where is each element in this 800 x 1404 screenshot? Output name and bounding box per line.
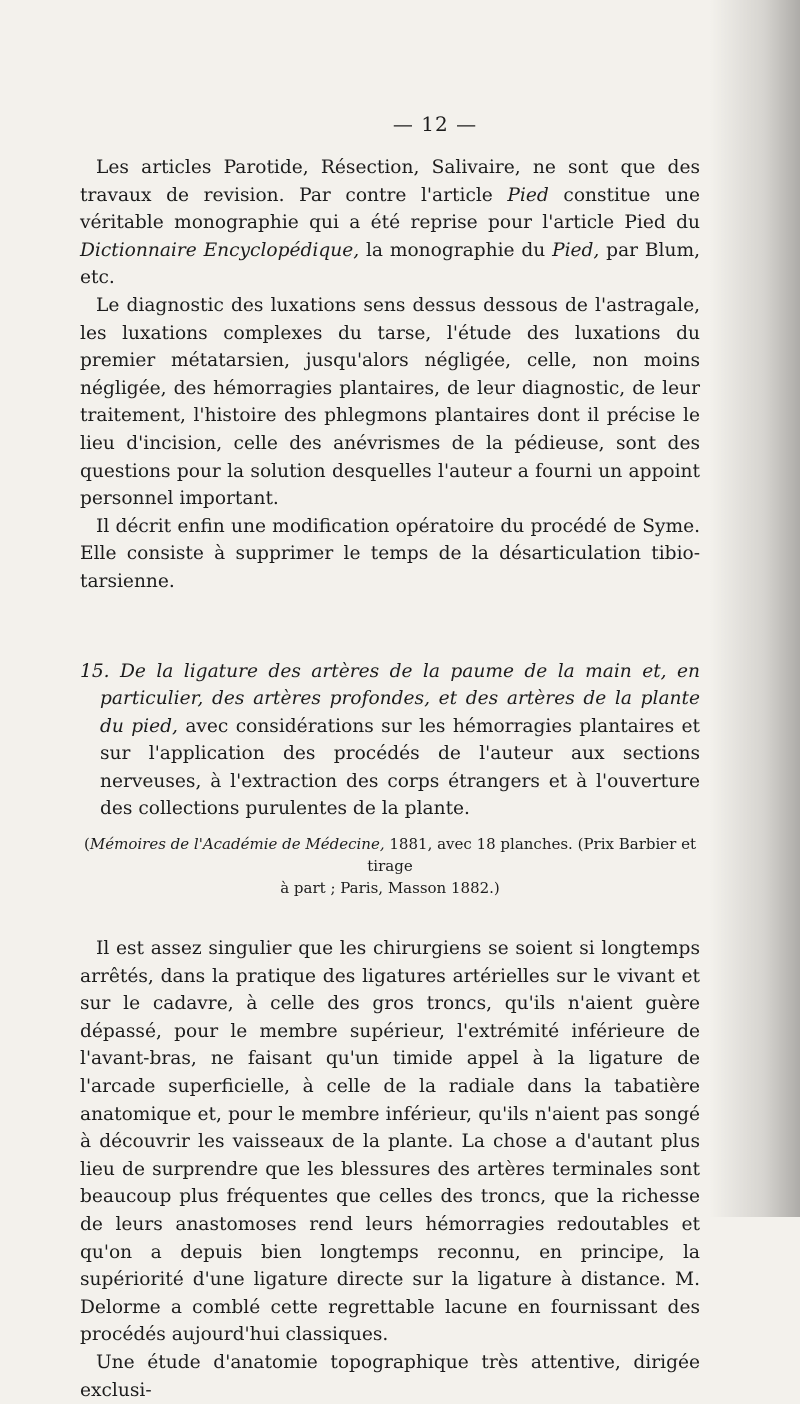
paragraph-anatomie: Une étude d'anatomie topographique très attentive, dirigée exclusi- bbox=[80, 1351, 700, 1401]
page-edge-shadow bbox=[710, 0, 800, 1217]
page-number: — 12 — bbox=[392, 112, 478, 136]
ref-publisher: à part ; Paris, Masson 1882.) bbox=[280, 879, 500, 898]
entry-description: avec considérations sur les hémorragies plantaires et sur l'application des procédés de l'auteur aux sections nerveuses, à l'extraction des corps étrangers et à l'ouverture des collections purulentes de la plante. bbox=[100, 715, 700, 820]
paragraph-ligatures: Il est assez singulier que les chirurgiens se soient si longtemps arrêtés, dans la pratique des ligatures artérielles sur le vivant et sur le cadavre, à celle des gros troncs, qu'ils n'aient guère dépassé, pour le membre supérieur, l'extrémité inférieure de l'avant-bras, ne faisant qu'un timide appel à la ligature de l'arcade superficielle, à celle de la radiale dans la tabatière anatomique et, pour le membre inférieur, qu'ils n'aient pas songé à découvrir les vaisseaux de la plante. La chose a d'autant plus lieu de surprendre que les blessures des artères terminales sont beaucoup plus fréquentes que celles des troncs, que la richesse de leurs anastomoses rend leurs hémorragies redoutables et qu'on a depuis bien longtemps reconnu, en principe, la supériorité d'une ligature directe sur la ligature à distance. M. Delorme a comblé cette regrettable lacune en fournissant des procédés aujourd'hui classiques. bbox=[80, 938, 700, 1346]
italic-run: Dictionnaire Encyclopédique, bbox=[80, 239, 360, 261]
spacer bbox=[80, 596, 700, 658]
text-run: Les articles Parotide, Résection, Salivaire, ne sont que des travaux de revision. Par contre l'article bbox=[80, 157, 700, 206]
italic-run: Pied bbox=[507, 184, 549, 206]
ref-journal: Mémoires de l'Académie de Médecine, bbox=[89, 835, 385, 854]
paragraph-syme: Il décrit enfin une modification opératoire du procédé de Syme. Elle consiste à supprimer le temps de la désarticulation tibio-tarsienne. bbox=[80, 515, 700, 592]
entry-title: De la ligature des artères de la paume de la main et, en particulier, des artères profondes, et des artères de la plante du pied, bbox=[100, 660, 700, 737]
entry-number: 15. bbox=[80, 660, 110, 682]
ref-paren: ( bbox=[84, 835, 90, 854]
text-run: constitue une véritable monographie qui a été reprise pour l'article Pied du bbox=[80, 184, 700, 234]
paragraph-articles bbox=[80, 154, 700, 292]
text-run: la monographie du bbox=[359, 239, 553, 261]
paragraph-diagnostic: Le diagnostic des luxations sens dessus dessous de l'astragale, les luxations complexes du tarse, l'étude des luxations du premier métatarsien, jusqu'alors négligée, celle, non moins négligée, des hémorragies plantaires, de leur diagnostic, de leur traitement, l'histoire des phlegmons plantaires dont il précise le lieu d'incision, celle des anévrismes de la pédieuse, sont des questions pour la solution desquelles l'auteur a fourni un appoint personnel important. bbox=[80, 294, 700, 510]
italic-run: Pied, bbox=[552, 239, 600, 261]
page bbox=[80, 112, 700, 1404]
spacer bbox=[80, 899, 700, 935]
bibliography-entry-15 bbox=[80, 658, 700, 824]
ref-details: 1881, avec 18 planches. (Prix Barbier et tirage bbox=[367, 835, 696, 876]
publication-reference bbox=[80, 833, 700, 899]
text-run: par Blum, etc. bbox=[80, 239, 700, 289]
